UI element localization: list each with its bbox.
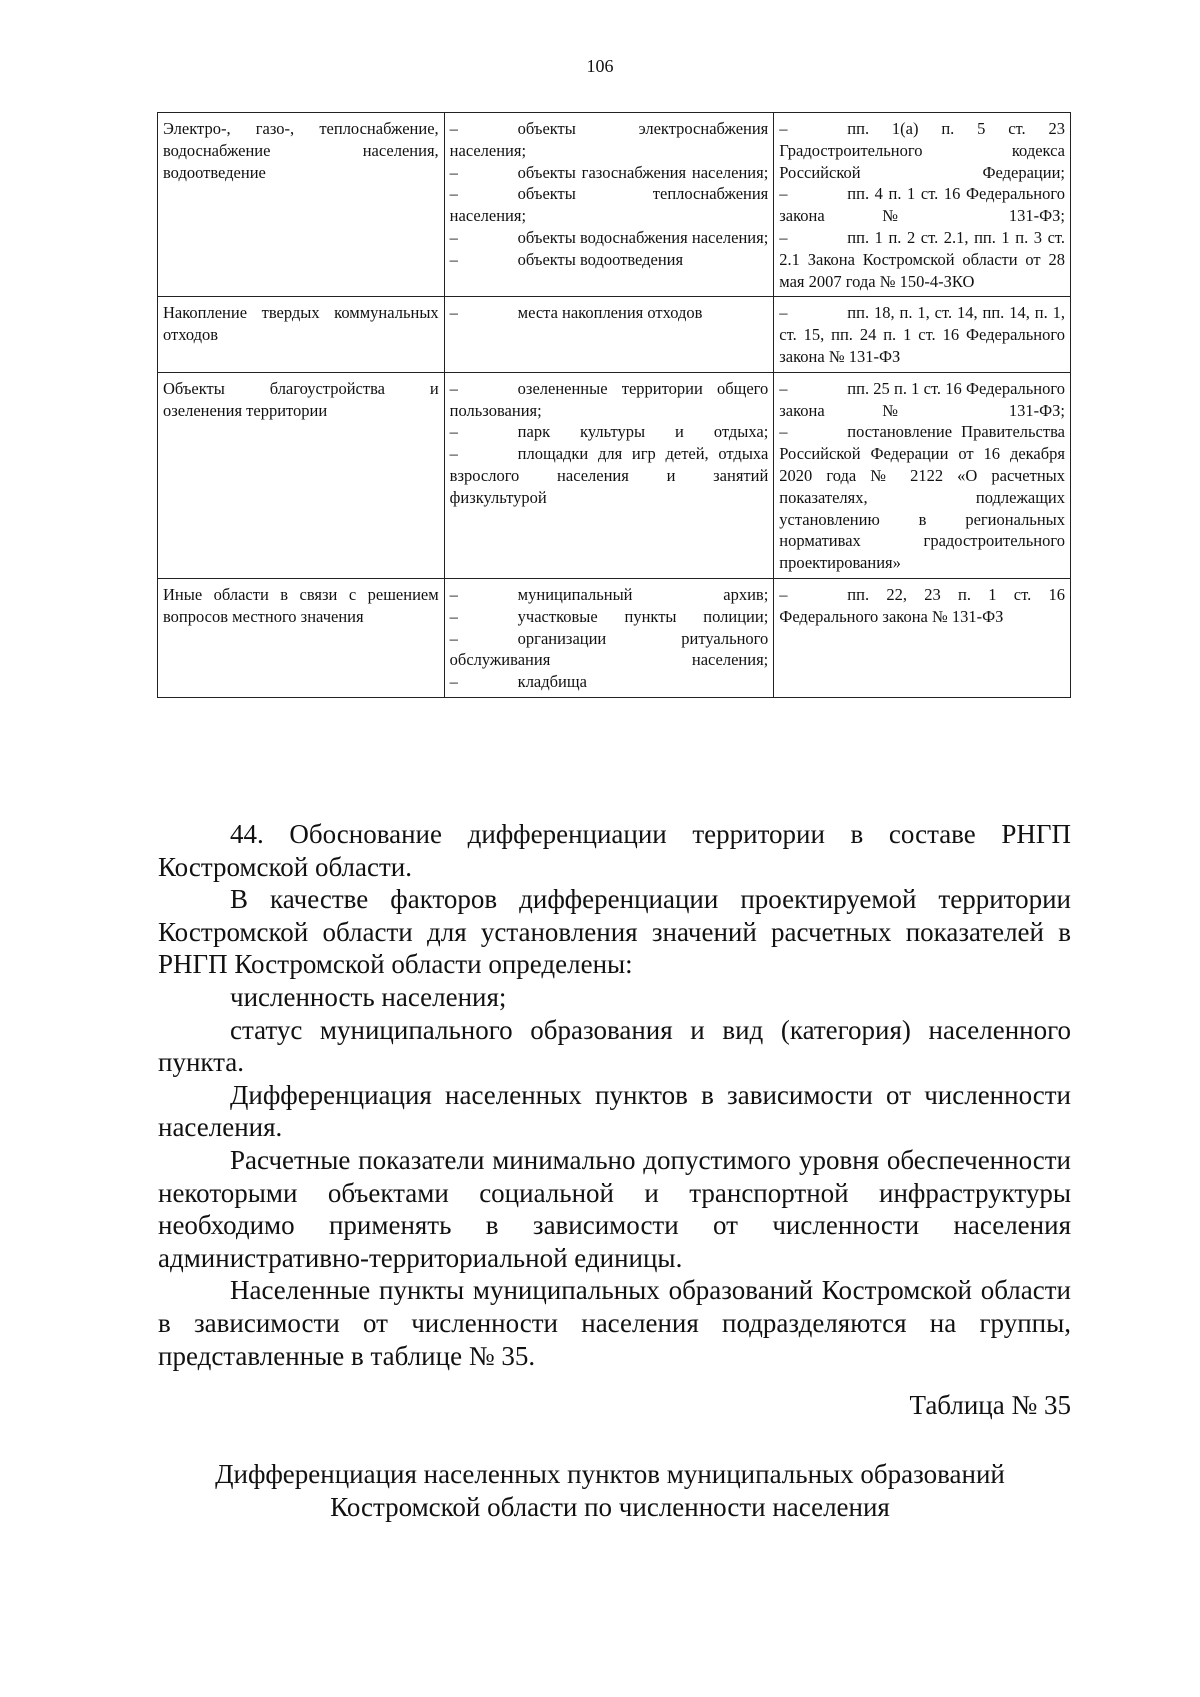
area-text: Объекты благоустройства и озеленения территории [163,378,439,420]
table-title-line: Костромской области по численности населения [330,1492,890,1522]
object-item: – объекты теплоснабжения населения; [449,184,769,226]
object-item: – участковые пункты полиции; [449,606,769,626]
table-cell-objects [444,113,774,297]
table-cell-basis [774,297,1071,372]
object-item: – объекты водоотведения [449,249,684,269]
table-row [158,372,1071,578]
basis-item: – пп. 18, п. 1, ст. 14, пп. 14, п. 1, ст. 15, пп. 24 п. 1 ст. 16 Федерального закона № 131-ФЗ [779,303,1065,366]
table-title-line: Дифференциация населенных пунктов муниципальных образований [215,1459,1005,1489]
table-cell-objects [444,372,774,578]
body-text [158,818,1071,1372]
paragraph: Дифференциация населенных пунктов в зависимости от численности населения. [158,1079,1071,1143]
table-title [140,1458,1080,1524]
object-item: – организации ритуального обслуживания населения; [449,628,769,670]
table-cell-objects [444,578,774,697]
object-item: – места накопления отходов [449,303,703,323]
area-text: Иные области в связи с решением вопросов местного значения [163,584,439,626]
table-row [158,578,1071,697]
basis-item: – пп. 25 п. 1 ст. 16 Федерального закона № 131-ФЗ; [779,378,1065,420]
object-item: – объекты газоснабжения населения; [449,162,769,182]
paragraph: численность населения; [230,981,507,1012]
paragraph: Населенные пункты муниципальных образований Костромской области в зависимости от численности населения подразделяются на группы, представленные в таблице № 35. [158,1275,1071,1371]
area-text: Электро-, газо-, теплоснабжение, водоснабжение населения, водоотведение [163,119,439,182]
object-item: – муниципальный архив; [449,584,769,604]
basis-item: – постановление Правительства Российской Федерации от 16 декабря 2020 года № 2122 «О расчетных показателях, подлежащих установлению в региональных нормативах градостроительного проектирования» [779,422,1065,573]
paragraph: В качестве факторов дифференциации проектируемой территории Костромской области для установления значений расчетных показателей в РНГП Костромской области определены: [158,884,1071,980]
paragraph: статус муниципального образования и вид (категория) населенного пункта. [158,1014,1071,1078]
regulatory-table [157,112,1071,698]
object-item: – кладбища [449,672,587,692]
table-cell-basis [774,113,1071,297]
area-text: Накопление твердых коммунальных отходов [163,303,439,345]
table-row [158,113,1071,297]
object-item: – озелененные территории общего пользования; [449,378,769,420]
paragraph: Расчетные показатели минимально допустимого уровня обеспеченности некоторыми объектами социальной и транспортной инфраструктуры необходимо применять в зависимости от численности населения административно-территориальной единицы. [158,1144,1071,1273]
table-caption: Таблица № 35 [909,1390,1071,1420]
basis-item: – пп. 1(а) п. 5 ст. 23 Градостроительного кодекса Российской Федерации; [779,119,1065,182]
page-number: 106 [586,56,614,76]
object-item: – площадки для игр детей, отдыха взрослого населения и занятий физкультурой [449,444,769,507]
table-cell-area [158,113,445,297]
table-cell-area [158,297,445,372]
table-cell-objects [444,297,774,372]
basis-item: – пп. 22, 23 п. 1 ст. 16 Федерального закона № 131-ФЗ [779,584,1065,626]
table-row [158,297,1071,372]
table-cell-basis [774,372,1071,578]
table-cell-area [158,578,445,697]
basis-item: – пп. 1 п. 2 ст. 2.1, пп. 1 п. 3 ст. 2.1 Закона Костромской области от 28 мая 2007 года № 150-4-ЗКО [779,227,1065,291]
table-cell-basis [774,578,1071,697]
object-item: – объекты водоснабжения населения; [449,227,769,247]
object-item: – объекты электроснабжения населения; [449,119,769,160]
basis-item: – пп. 4 п. 1 ст. 16 Федерального закона № 131-ФЗ; [779,184,1065,226]
table-cell-area [158,372,445,578]
section-heading: 44. Обоснование дифференциации территории в составе РНГП Костромской области. [158,819,1071,882]
object-item: – парк культуры и отдыха; [449,422,769,442]
